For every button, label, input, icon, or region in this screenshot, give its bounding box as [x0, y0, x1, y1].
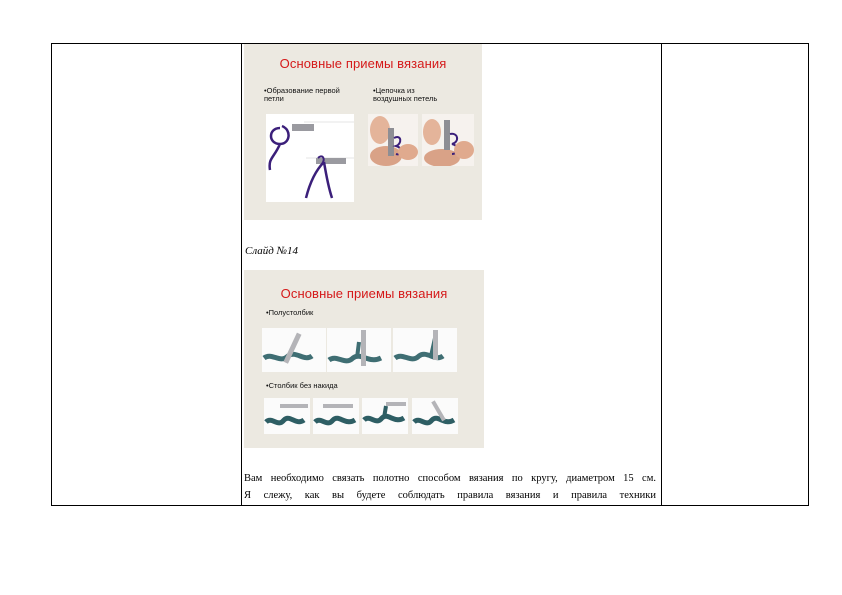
- column-divider-1: [241, 44, 242, 505]
- column-divider-2: [661, 44, 662, 505]
- chain-photo-2: [422, 114, 474, 166]
- paragraph-line-2: Я слежу, как вы будете соблюдать правила вязания и правила техники: [244, 490, 656, 501]
- single-crochet-photo-4: [412, 398, 458, 434]
- slide-title: Основные приемы вязания: [279, 56, 447, 71]
- bullet-half-column: •Полустолбик: [266, 308, 314, 317]
- bullet-chain-loops: •Цепочка из воздушных петель: [373, 86, 438, 103]
- paragraph-line-1: Вам необходимо связать полотно способом вязания по кругу, диаметром 15 см.: [244, 473, 656, 484]
- bullet-single-crochet: •Столбик без накида: [266, 381, 338, 390]
- instructions-paragraph: [244, 470, 656, 504]
- slide-caption: Слайд №14: [245, 245, 298, 257]
- slide-title: Основные приемы вязания: [280, 286, 448, 301]
- single-crochet-photo-1: [264, 398, 310, 434]
- first-loop-photo: [266, 114, 354, 202]
- half-column-photo-2: [327, 328, 391, 372]
- half-column-photo-1: [262, 328, 326, 372]
- single-crochet-photo-3: [362, 398, 408, 434]
- chain-photo-1: [368, 114, 418, 166]
- single-crochet-photo-2: [313, 398, 359, 434]
- slide-image-2: [244, 270, 484, 448]
- slide-image-1: [244, 44, 482, 220]
- half-column-photo-3: [393, 328, 457, 372]
- bullet-first-loop: •Образование первой петли: [264, 86, 340, 103]
